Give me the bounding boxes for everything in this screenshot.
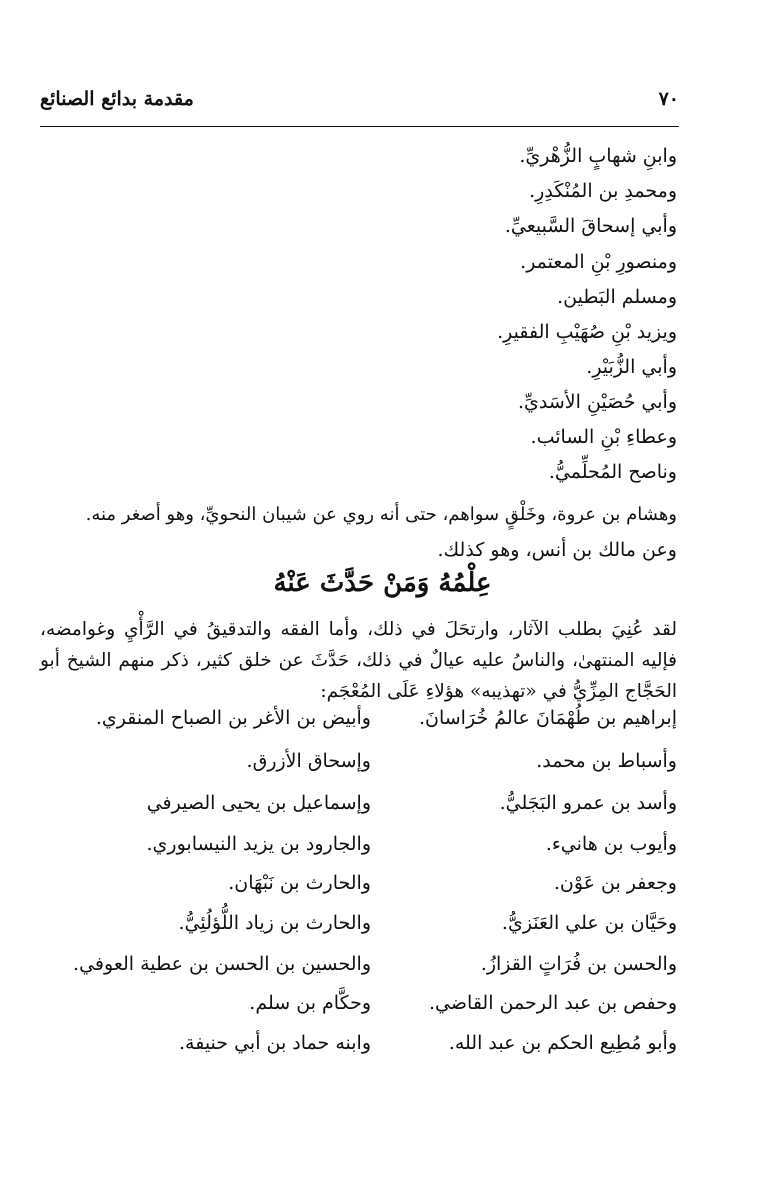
narrator-right: وأبو مُطِيع الحكم بن عبد الله. [448, 1032, 677, 1054]
narrator-left: والجارود بن يزيد النيسابوري. [146, 833, 371, 855]
list-item: وعطاءِ بْنِ السائب. [530, 426, 677, 448]
page-header [40, 86, 679, 127]
section-heading: عِلْمُهُ وَمَنْ حَدَّثَ عَنْهُ [273, 568, 492, 598]
narrator-right: وجعفر بن عَوْن. [553, 872, 677, 894]
narrator-left: وإسماعيل بن يحيى الصيرفي [146, 792, 371, 814]
list-item: وناصح المُحلِّميُّ. [548, 461, 677, 483]
narrator-right: والحسن بن فُرَاتٍ القزازُ. [480, 953, 677, 975]
narrator-right: وأسباط بن محمد. [536, 750, 677, 772]
list-item: ومسلم البَطين. [557, 286, 677, 308]
list-item: وأبي إسحاقَ السَّبيعيِّ. [504, 215, 677, 237]
page-number: ٧٠ [658, 88, 679, 110]
narrator-right: وأيوب بن هانيء. [545, 833, 677, 855]
narrator-left: وحكَّام بن سلم. [249, 992, 371, 1014]
list-item: ومنصورِ بْنِ المعتمر. [520, 251, 677, 273]
section-paragraph: لقد عُنِيَ بطلب الآثار، وارتحَلَ في ذلك، وأما الفقه والتدقيقُ في الرَّأْيِ وغوامضه، فإليه المنتهىٰ، والناسُ عليه عيالٌ في ذلك، حَدَّثَ عن خلق كثير، ذكر منهم الشيخ أبو الحَجَّاج المِزِّيُّ في «تهذيبه» هؤلاءِ عَلَى المُعْجَم: [40, 619, 677, 702]
narrator-right: وأسد بن عمرو البَجَليُّ. [499, 792, 677, 814]
list-item: ويزيد بْنِ صُهَيْبِ الفقيرِ. [497, 321, 677, 343]
narrator-left: والحارث بن نَبْهَان. [228, 872, 371, 894]
narrator-right: وحَيَّان بن علي العَنَزيُّ. [501, 912, 677, 934]
running-title: مقدمة بدائع الصنائع [40, 88, 194, 110]
narrator-right: وحفص بن عبد الرحمن القاضي. [429, 992, 677, 1014]
narrator-left: وابنه حماد بن أبي حنيفة. [178, 1032, 371, 1054]
narrator-left: وإسحاق الأزرق. [246, 750, 371, 772]
list-item: وأبي حُصَيْنِ الأسَديِّ. [518, 391, 677, 413]
list-item: وهشام بن عروة، وخَلْقٍ سواهم، حتى أنه روي عن شيبان النحويِّ، وهو أصغر منه. [85, 504, 677, 525]
narrator-left: والحسين بن الحسن بن عطية العوفي. [73, 953, 371, 975]
list-item: وابنِ شهابٍ الزُّهْريِّ. [519, 145, 677, 167]
list-item: وأبي الزُّبَيْرِ. [586, 356, 677, 378]
list-item: ومحمدِ بن المُنْكَدِرِ. [529, 180, 677, 202]
narrator-right: إبراهيم بن طُهْمَانَ عالمُ خُرَاسانَ. [418, 707, 677, 729]
narrator-left: وأبيض بن الأغر بن الصباح المنقري. [95, 707, 371, 729]
narrator-left: والحارث بن زياد اللُّؤلُئِيُّ. [178, 912, 371, 934]
list-item: وعن مالك بن أنس، وهو كذلك. [437, 539, 677, 561]
